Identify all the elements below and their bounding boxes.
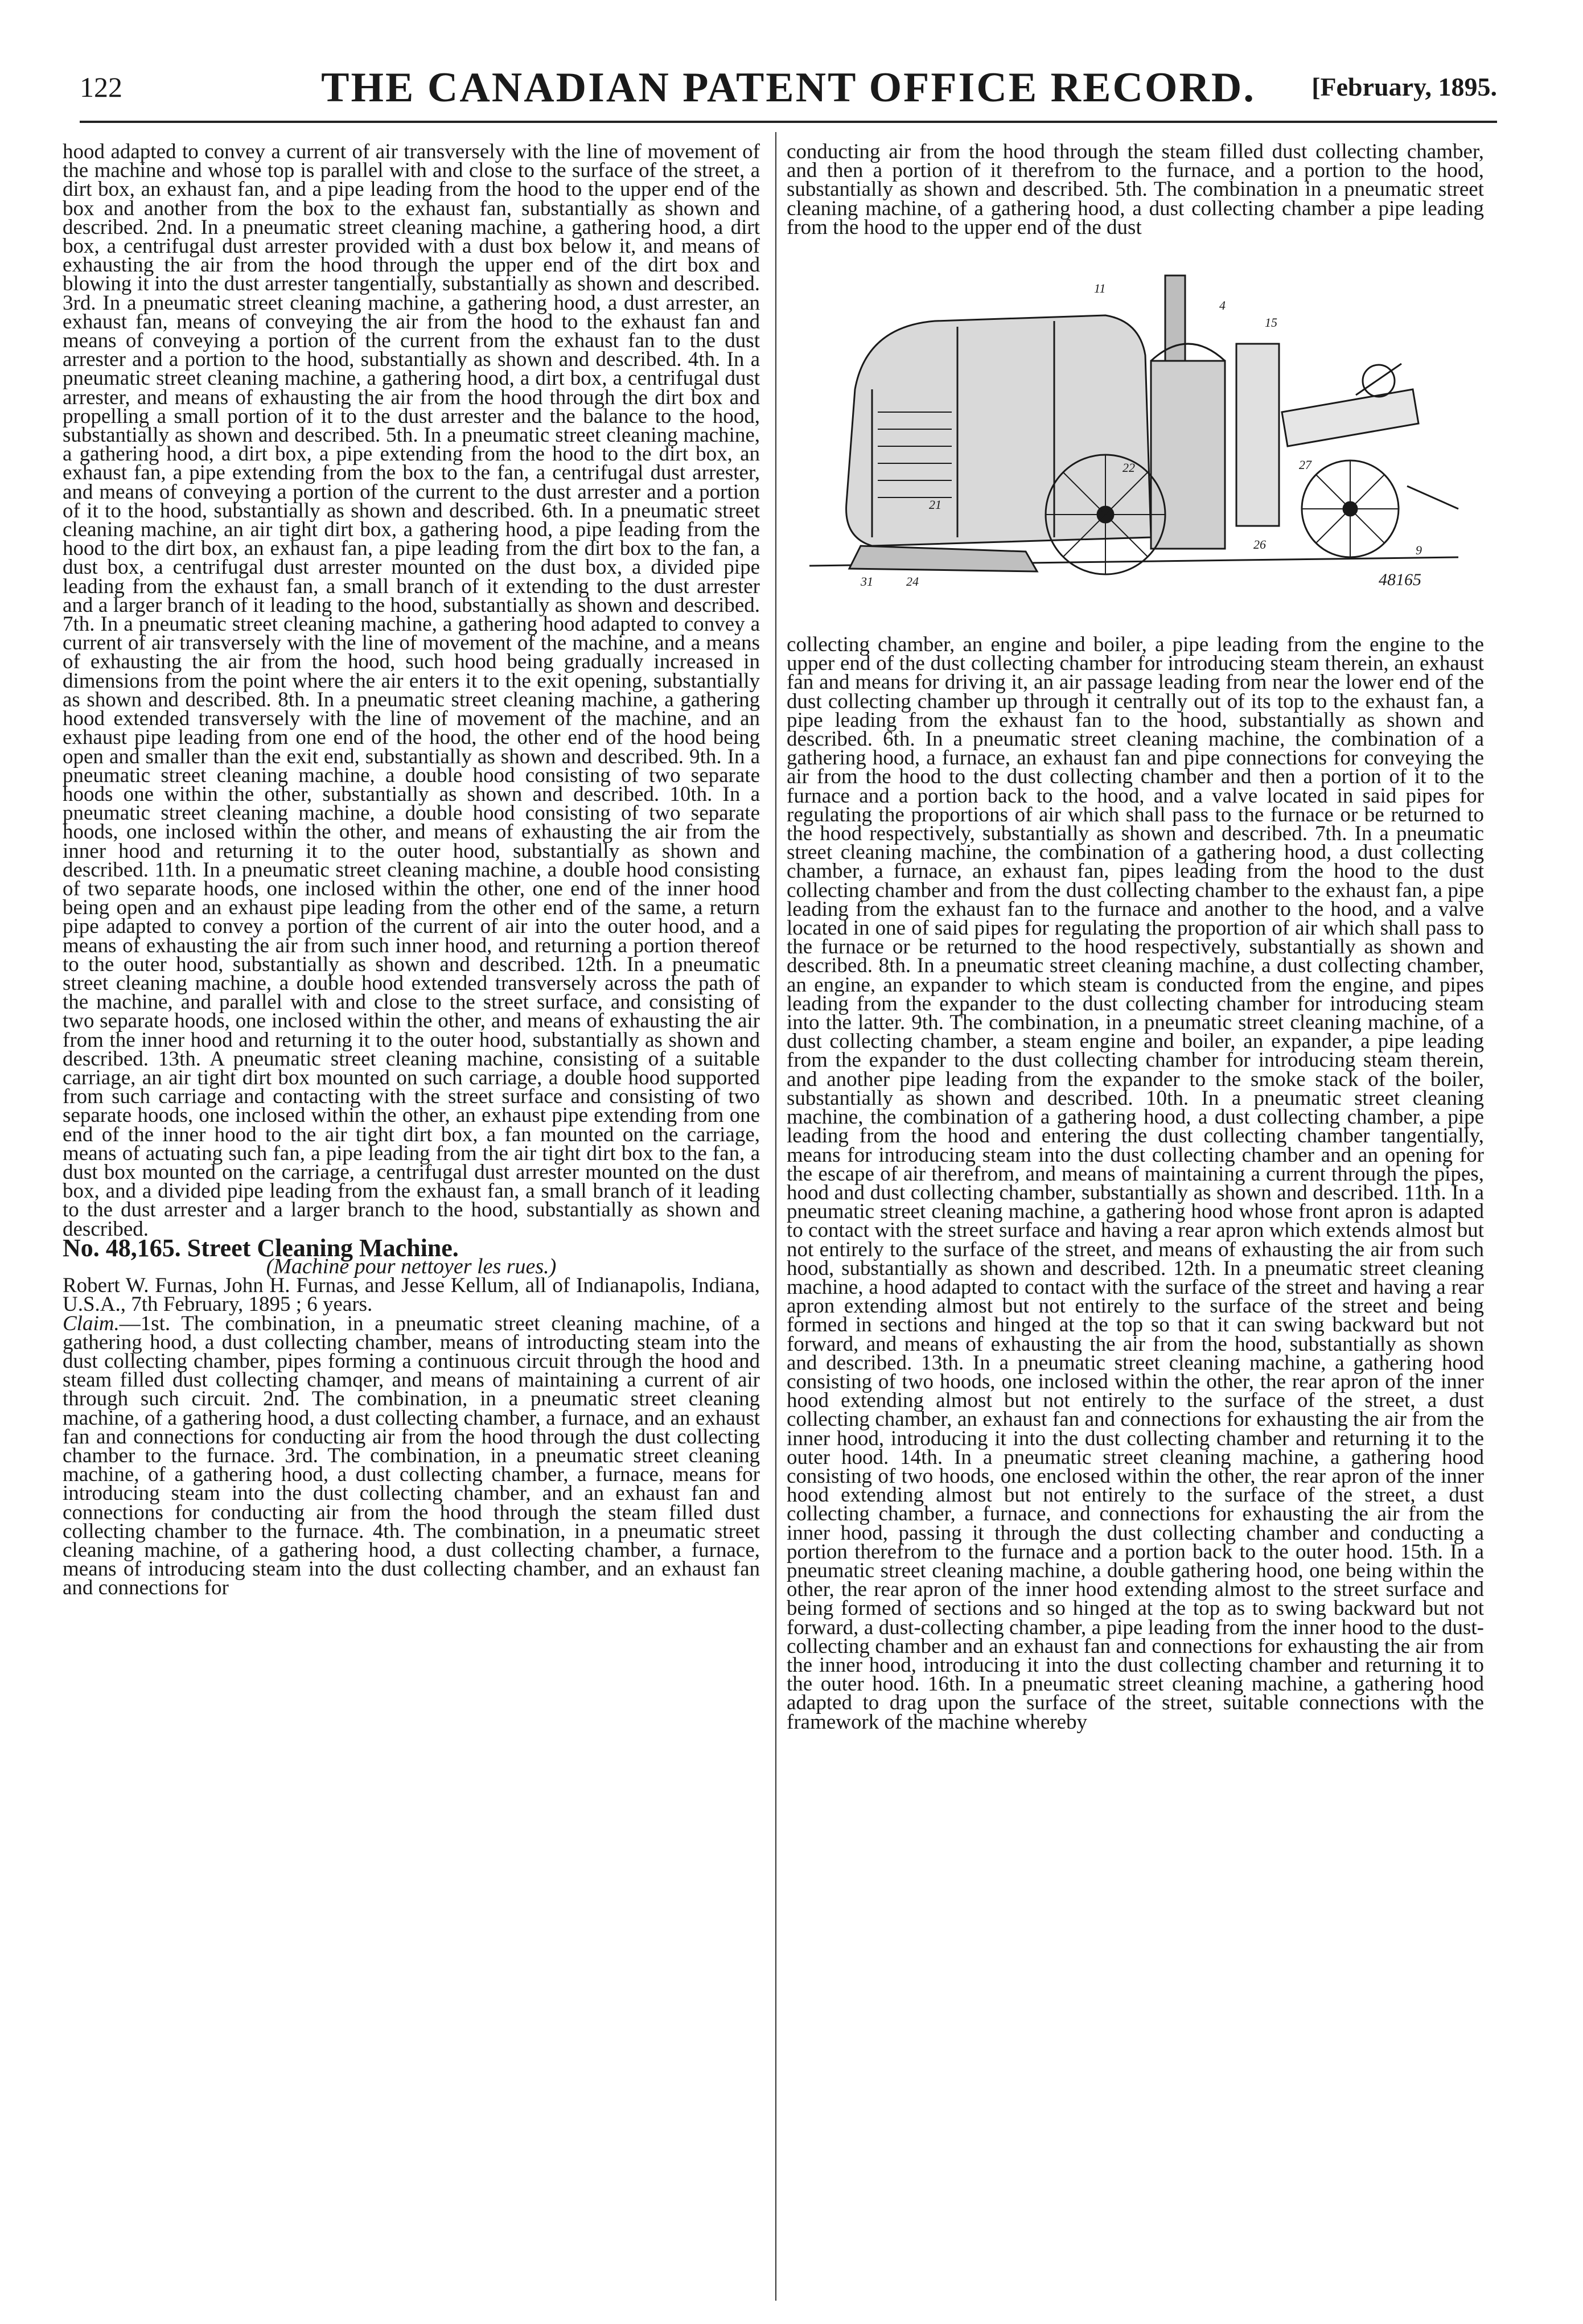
figure-number: 48165 [1379, 570, 1421, 590]
patent-inventors: Robert W. Furnas, John H. Furnas, and Jesse Kellum, all of Indianapolis, Indiana, U.S.A., 7th February, 1895 ; 6 years. [63, 1274, 760, 1317]
patent-heading: No. 48,165. Street Cleaning Machine. [63, 1233, 459, 1262]
column-divider [775, 132, 776, 2301]
claims-continued-bottom: collecting chamber, an engine and boiler, a pipe leading from the engine to the upper end of the dust collecting chamber for introducing steam therein, an exhaust fan and means for driving it, an air passage leading from near the lower end of the dust collecting chamber up through it centrally out of its top to the exhaust fan, a pipe leading from the exhaust fan to the hood, substantially as shown and described. 6th. In a pneumatic street cleaning machine, the combination of a gathering hood, a furnace, an exhaust fan and pipe connections for conveying the air from the hood to the dust collecting chamber and then a portion of it to the furnace and a portion back to the hood, and a valve located in said pipes for regulating the proportions of air which shall pass to the furnace or be returned to the hood respectively, substantially as shown and described. 7th. In a pneumatic street cleaning machine, the combination of a gathering hood, a dust collecting chamber, a furnace, an exhaust fan, pipes leading from the hood to the dust collecting chamber and from the dust collecting chamber to the exhaust fan, a pipe leading from the exhaust fan to the furnace and another to the hood, and a valve located in one of said pipes for regulating the proportion of air which shall pass to the furnace or be returned to the hood respectively, substantially as shown and described. 8th. In a pneumatic street cleaning machine, a dust collecting chamber, an engine, an expander to which steam is conducted from the engine, and pipes leading from the expander to the dust collecting chamber for introducing steam into the latter. 9th. The combination, in a pneumatic street cleaning machine, of a dust collecting chamber, a steam engine and boiler, an expander, a pipe leading from the expander to the dust collecting chamber for introducing steam therein, and another pipe leading from the expander to the smoke stack of the boiler, substantially as shown and described. 10th. In a pneumatic street cleaning machine, the combination of a gathering hood, a dust collecting chamber, a pipe leading from the hood and entering the dust collecting chamber tangentially, means for introducing steam into the dust collecting chamber and an opening for the escape of air therefrom, and means of maintaining a current through the pipes, hood and dust collecting chamber, substantially as shown and described. 11th. In a pneumatic street cleaning machine, a gathering hood whose front apron is adapted to contact with the street surface and having a rear apron which extends almost but not entirely to the surface of the street, and means of exhausting the air from such hood, substantially as shown and described. 12th. In a pneumatic street cleaning machine, a hood adapted to contact with the surface of the street and having a rear apron extending almost but not entirely to the surface of the street and being formed in sections and hinged at the top so that it can swing backward but not forward, and means of exhausting the air from the hood, substantially as shown and described. 13th. In a pneumatic street cleaning machine, a gathering hood consisting of two hoods, one inclosed within the other, the rear apron of the inner hood extending almost but not entirely to the surface of the street, a dust collecting chamber, an exhaust fan and connections for exhausting the air from the inner hood, introducing it into the dust collecting chamber and returning it to the outer hood. 14th. In a pneumatic street cleaning machine, a gathering hood consisting of two hoods, one enclosed within the other, the rear apron of the inner hood extending almost but not entirely to the surface of the street, a dust collecting chamber, a furnace, and connections for exhausting the air from the inner hood, passing it through the dust collecting chamber and conducting a portion therefrom to the furnace and a portion back to the outer hood. 15th. In a pneumatic street cleaning machine, a double gathering hood, one being within the other, the rear apron of the inner hood extending almost to the street surface and being formed of sections and so hinged at the top as to swing backward but not forward, a dust-collecting chamber, a pipe leading from the inner hood to the dust-collecting chamber and an exhaust fan and connections for exhausting the air from the inner hood, introducing it into the dust collecting chamber and returning it to the outer hood. 16th. In a pneumatic street cleaning machine, a gathering hood adapted to drag upon the surface of the street, suitable connections with the framework of the machine whereby [787, 633, 1484, 1734]
previous-patent-claims: hood adapted to convey a current of air transversely with the line of movement of the machine and whose top is parallel with and close to the surface of the street, a dirt box, an exhaust fan, and a pipe leading from the hood to the upper end of the box and another from the box to the exhaust fan, substantially as shown and described. 2nd. In a pneumatic street cleaning machine, a gathering hood, a dirt box, a centrifugal dust arrester provided with a dust box below it, and means of exhausting the air from the hood through the upper end of the dirt box and blowing it into the dust arrester tangentially, substantially as shown and described. 3rd. In a pneumatic street cleaning machine, a gathering hood, a dust arrester, an exhaust fan, means of conveying the air from the hood to the exhaust fan and means of conveying a portion of the current from the exhaust fan to the dust arrester and a portion to the hood, substantially as shown and described. 4th. In a pneumatic street cleaning machine, a gathering hood, a dirt box, a centrifugal dust arrester, and means of exhausting the air from the hood through the dirt box and propelling a small portion of it to the dust arrester and the balance to the hood, substantially as shown and described. 5th. In a pneumatic street cleaning machine, a gathering hood, a dirt box, a pipe extending from the hood to the dirt box, an exhaust fan, a pipe extending from the box to the fan, a centrifugal dust arrester, and means of conveying a portion of the current to the dust arrester and a portion of it to the hood, substantially as shown and described. 6th. In a pneumatic street cleaning machine, an air tight dirt box, a gathering hood, a pipe leading from the hood to the dirt box, an exhaust fan, a pipe leading from the dirt box to the fan, a dust box, a centrifugal dust arrester mounted on the dust box, a divided pipe leading from the exhaust fan, a small branch of it extending to the dust arrester and a larger branch of it leading to the hood, substantially as shown and described. 7th. In a pneumatic street cleaning machine, a gathering hood adapted to convey a current of air transversely with the line of movement of the machine, and a means of exhausting the air from the hood, such hood being gradually increased in dimensions from the point where the air enters it to the exit opening, substantially as shown and described. 8th. In a pneumatic street cleaning machine, a gathering hood extended transversely with the line of movement of the machine, and an exhaust pipe leading from one end of the hood, the other end of the hood being open and smaller than the exit end, substantially as shown and described. 9th. In a pneumatic street cleaning machine, a double hood consisting of two separate hoods one within the other, substantially as shown and described. 10th. In a pneumatic street cleaning machine, a double hood consisting of two separate hoods, one inclosed within the other, and means of exhausting the air from the inner hood and returning it to the outer hood, substantially as shown and described. 11th. In a pneumatic street cleaning machine, a double hood consisting of two separate hoods, one inclosed within the other, one end of the inner hood being open and an exhaust pipe leading from the other end of the same, a return pipe adapted to convey a portion of the current of air into the outer hood, and a means of exhausting the air from such inner hood, and returning a portion thereof to the outer hood, substantially as shown and described. 12th. In a pneumatic street cleaning machine, a double hood extended transversely across the path of the machine, and parallel with and close to the street surface, and consisting of two separate hoods, one inclosed within the other, and means of exhausting the air from the inner hood and returning it to the outer hood, substantially as shown and described. 13th. A pneumatic street cleaning machine, consisting of a suitable carriage, an air tight dirt box mounted on such carriage, a double hood supported from such carriage and contacting with the street surface and consisting of two separate hoods, one inclosed within the other, an exhaust pipe extending from one end of the inner hood to the air tight dirt box, a fan mounted on the carriage, means of actuating such fan, a pipe leading from the air tight dirt box to the fan, a dust box mounted on the carriage, a centrifugal dust arrester mounted on the dust box, and a divided pipe leading from the exhaust fan, a small branch of it leading to the dust arrester and a larger branch to the hood, substantially as shown and described. [63, 142, 760, 1241]
figure-label: 15 [1265, 315, 1277, 330]
figure-label: 24 [906, 574, 919, 589]
figure-label: 4 [1219, 298, 1226, 313]
claim-text: —1st. The combination, in a pneumatic street cleaning machine, of a gathering hood, a dust collecting chamber, means of introducting steam into the dust collecting chamber, pipes forming a continuous circuit through the hood and steam filled dust collecting chamqer, and means of maintaining a current of air through such circuit. 2nd. The combination, in a pneumatic street cleaning machine, of a gathering hood, a dust collecting chamber, a furnace, and an exhaust fan and connections for conducting air from the hood through the dust collecting chamber to the furnace. 3rd. The combination, in a pneumatic street cleaning machine, of a gathering hood, a dust collecting chamber, a furnace, means for introducing steam into the dust collecting chamber, and an exhaust fan and connections for conducting air from the hood through the steam filled dust collecting chamber to the furnace. 4th. The combination, in a pneumatic street cleaning machine, of a gathering hood, a dust collecting chamber, a furnace, means of introducing steam into the dust collecting chamber, and an exhaust fan and connections for [63, 1311, 760, 1600]
issue-date: [February, 1895. [1311, 72, 1497, 101]
figure-label: 27 [1299, 458, 1311, 472]
right-column [787, 142, 1484, 2300]
figure-label: 22 [1123, 460, 1135, 475]
figure-label: 26 [1253, 537, 1266, 552]
claims-continued-top: conducting air from the hood through the steam filled dust collecting chamber, and then a portion of it therefrom to the furnace, and a portion to the hood, substantially as shown and described. 5th. The combination in a pneumatic street cleaning machine, of a gathering hood, a dust collecting chamber a pipe leading from the hood to the upper end of the dust [787, 142, 1484, 239]
page-header [80, 64, 1497, 115]
patent-figure [787, 241, 1484, 628]
figure-label: 21 [929, 497, 941, 512]
header-rule [80, 121, 1497, 123]
street-cleaning-machine-illustration [787, 241, 1484, 594]
figure-label: 31 [861, 574, 873, 589]
journal-title: THE CANADIAN PATENT OFFICE RECORD. [321, 64, 1256, 111]
figure-label: 9 [1416, 543, 1422, 558]
patent-claims [63, 1311, 760, 1600]
figure-label: 11 [1094, 281, 1106, 296]
left-column [63, 142, 760, 2300]
page-number: 122 [80, 71, 122, 103]
claim-label: Claim. [63, 1311, 120, 1335]
patent-french-title: (Machine pour nettoyer les rues.) [266, 1254, 557, 1278]
